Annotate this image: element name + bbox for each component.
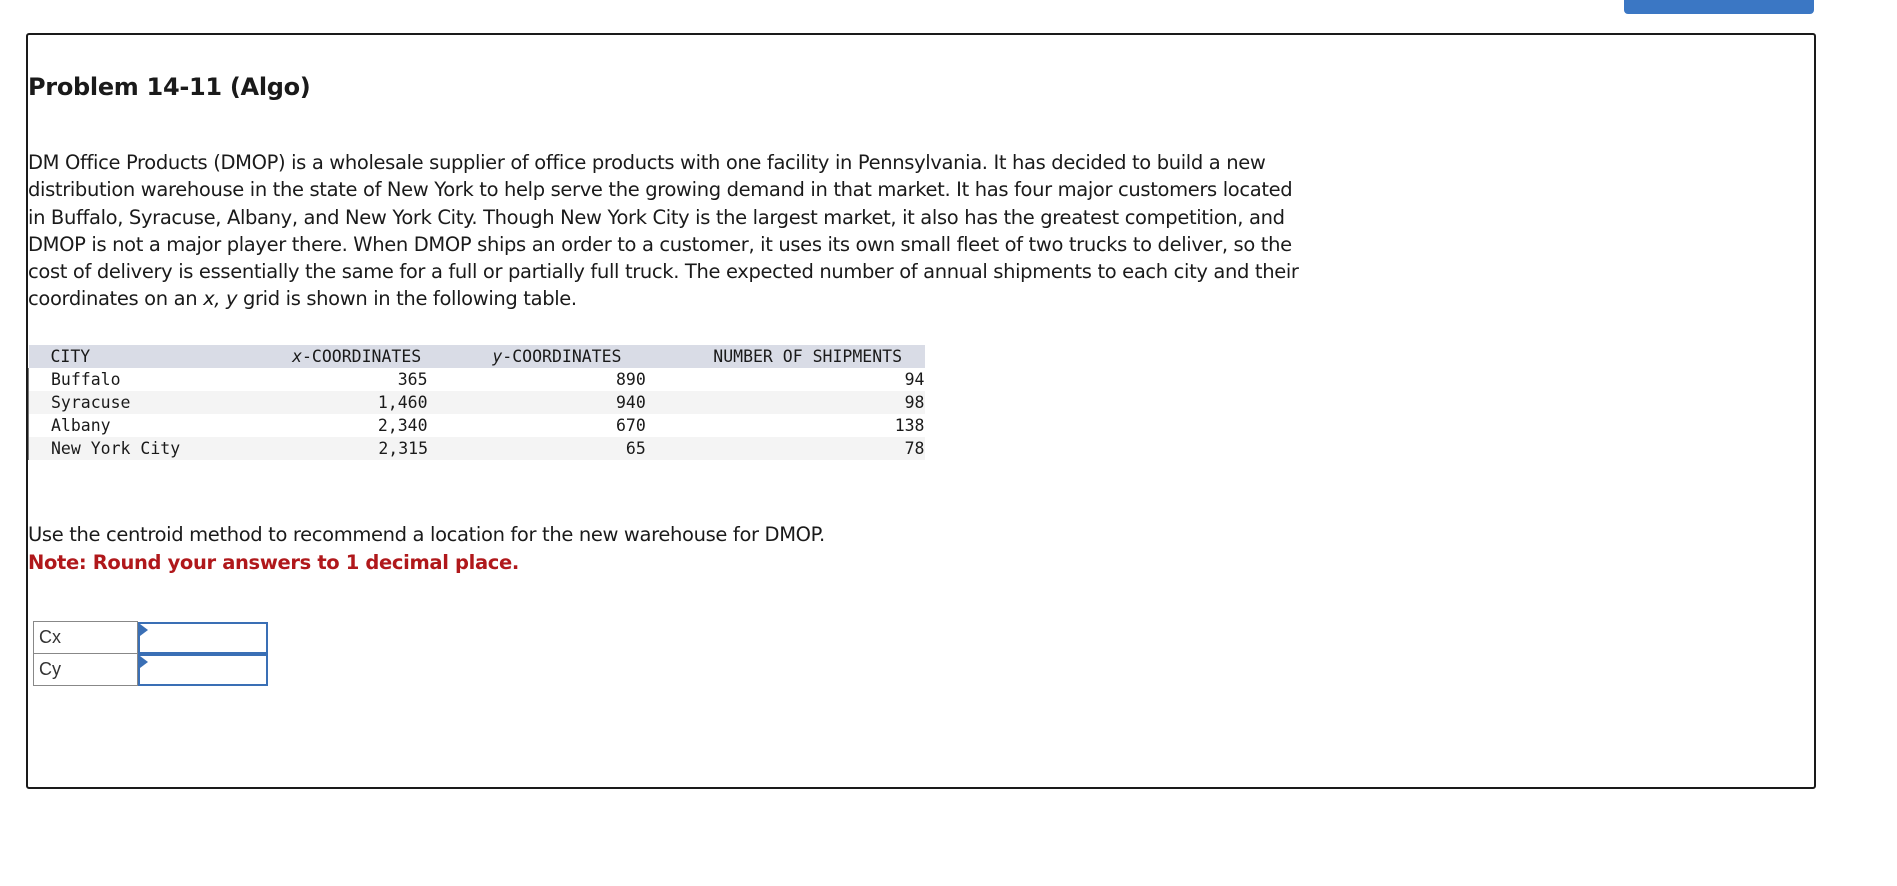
table-header-row [29, 345, 925, 368]
header-x-var: x [292, 347, 302, 366]
cx-label: Cx [34, 622, 138, 654]
header-y-rest: -COORDINATES [502, 347, 622, 366]
table-row [29, 368, 925, 391]
table-row [29, 437, 925, 460]
header-shipments: NUMBER OF SHIPMENTS [713, 347, 903, 366]
cx-input[interactable] [138, 622, 268, 654]
cell-x: 2,340 [377, 416, 428, 435]
table-row [29, 391, 925, 414]
intro-line: cost of delivery is essentially the same for a full or partially full truck. The expected number of annual shipments to each city and their [28, 260, 1299, 284]
cy-label: Cy [34, 654, 138, 686]
table-row [29, 414, 925, 437]
intro-line: DM Office Products (DMOP) is a wholesale supplier of office products with one facility in Pennsylvania. It has decided to build a new [28, 151, 1266, 174]
intro-line-last [28, 285, 1468, 312]
instruction-text: Use the centroid method to recommend a location for the new warehouse for DMOP. [28, 523, 825, 546]
cell-x: 2,315 [378, 439, 429, 458]
header-x-coordinates [231, 345, 428, 368]
rounding-note: Note: Round your answers to 1 decimal place. [28, 551, 519, 574]
cell-shipments: 78 [904, 439, 925, 458]
cell-city: New York City [29, 437, 231, 460]
header-y-var: y [492, 347, 503, 366]
cell-city: Syracuse [29, 391, 231, 414]
top-nav-button[interactable] [1624, 0, 1814, 14]
intro-line: DMOP is not a major player there. When DMOP ships an order to a customer, it uses its own small fleet of two trucks to deliver, so the [28, 232, 1292, 256]
cell-x: 365 [397, 370, 428, 389]
cell-city: Buffalo [29, 368, 231, 391]
city-data-table [28, 345, 925, 460]
intro-line: distribution warehouse in the state of New York to help serve the growing demand in that market. It has four major customers located [28, 178, 1293, 202]
header-x-rest: -COORDINATES [302, 347, 422, 366]
cy-cell [138, 654, 269, 686]
intro-text: grid is shown in the following table. [237, 287, 577, 311]
cell-y: 940 [615, 393, 646, 412]
answer-row-cy [34, 654, 269, 686]
header-city: CITY [50, 347, 91, 366]
cell-city: Albany [29, 414, 231, 437]
problem-title: Problem 14-11 (Algo) [28, 73, 311, 101]
cell-shipments: 94 [904, 370, 925, 389]
problem-intro [28, 149, 1468, 313]
cell-x: 1,460 [377, 393, 428, 412]
intro-text: coordinates on an [28, 287, 204, 311]
intro-line: in Buffalo, Syracuse, Albany, and New York City. Though New York City is the largest market, it also has the greatest competition, and [28, 205, 1285, 229]
header-y-coordinates [428, 345, 646, 368]
cell-y: 890 [615, 370, 646, 389]
answer-table [33, 621, 269, 686]
cell-shipments: 138 [894, 416, 925, 435]
cx-cell [138, 622, 269, 654]
answer-row-cx [34, 622, 269, 654]
cell-shipments: 98 [904, 393, 925, 412]
cy-input[interactable] [138, 654, 268, 686]
problem-card [26, 33, 1816, 789]
cell-y: 670 [615, 416, 646, 435]
intro-italic: x, y [203, 287, 238, 311]
cell-y: 65 [625, 439, 646, 458]
